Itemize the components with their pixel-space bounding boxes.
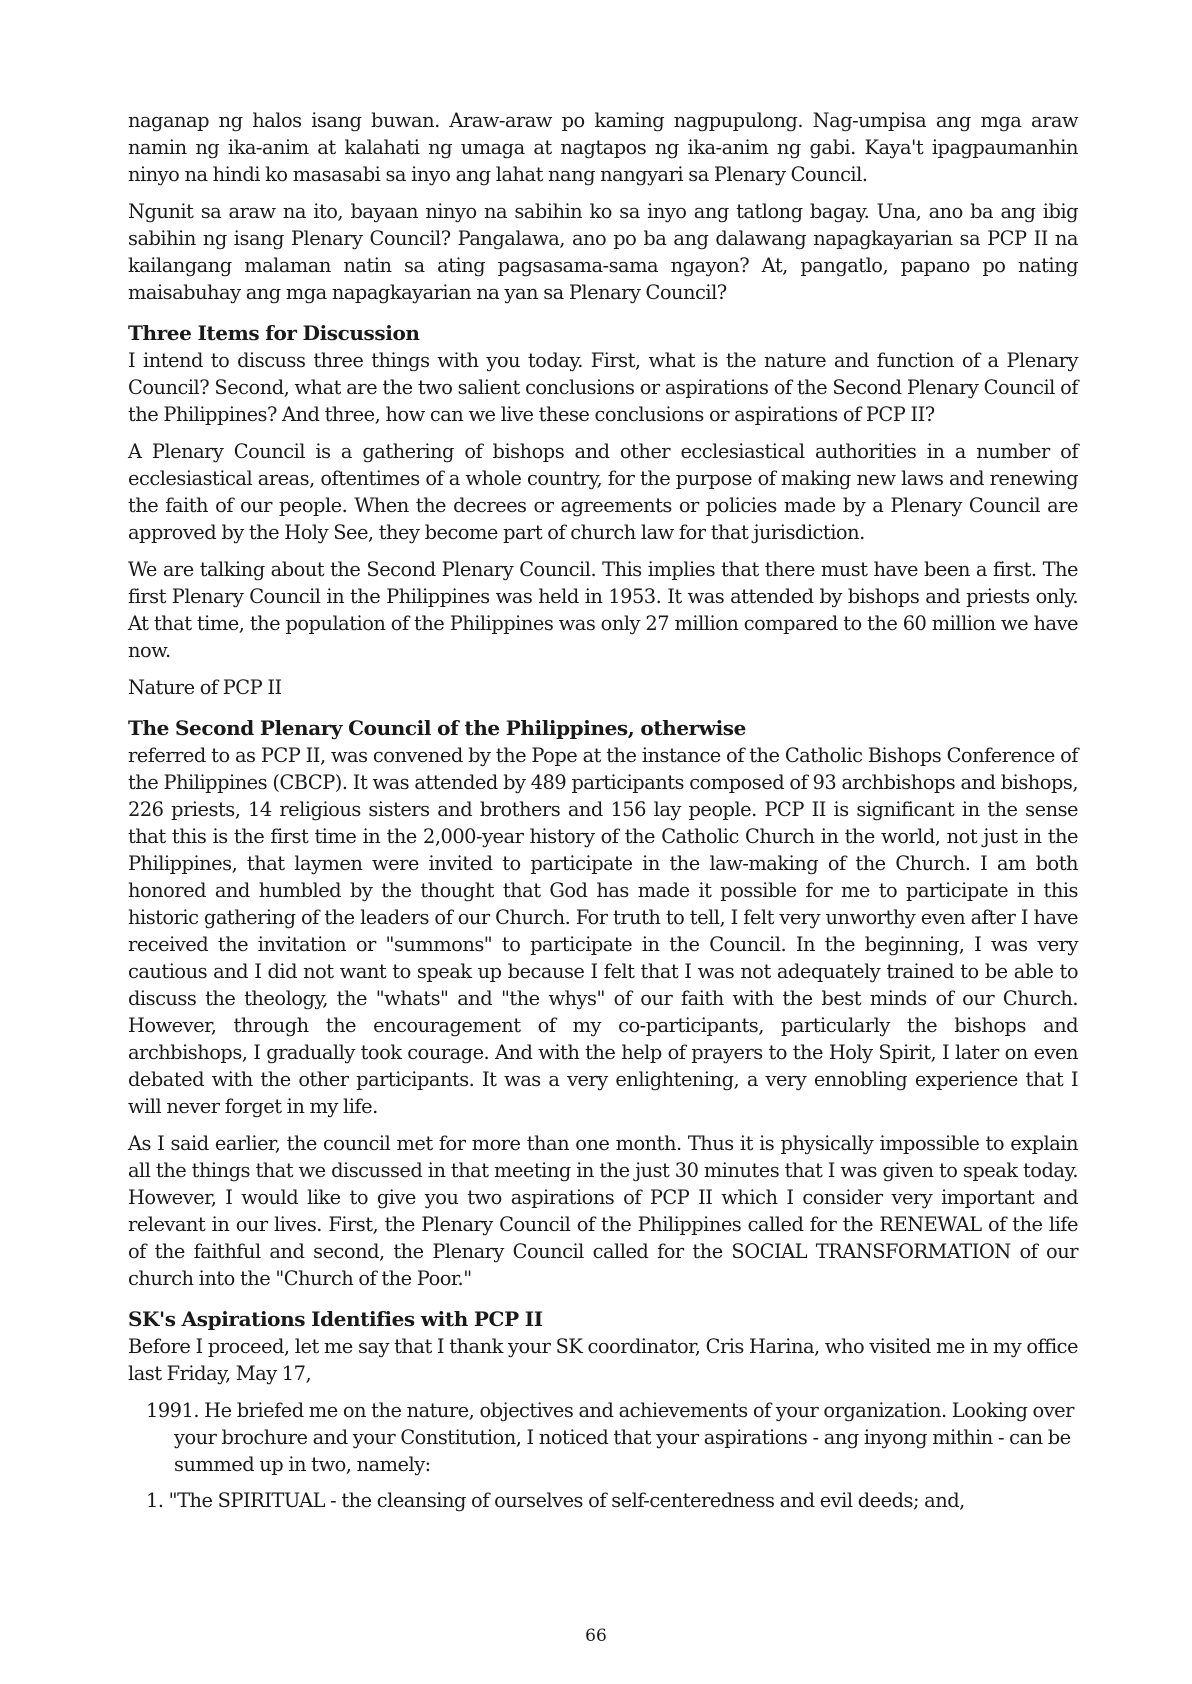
section-heading-second-plenary: The Second Plenary Council of the Philippines, otherwise — [128, 716, 746, 740]
section1-paragraph-3: We are talking about the Second Plenary Council. This implies that there must have been a first. The first Plenary Council in the Philippines was held in 1953. It was attended by bishops and priests only. At that time, the population of the Philippines was only 27 million compared to the 60 million we have now. — [128, 558, 1078, 662]
list-item: 1. "The SPIRITUAL - the cleansing of ourselves of self-centeredness and evil deeds; and, — [146, 1489, 965, 1512]
section1-paragraph-2: A Plenary Council is a gathering of bishops and other ecclesiastical authorities in a number of ecclesiastical areas, oftentimes of a whole country, for the purpose of making new laws and renewing the faith of our people. When the decrees or agreements or policies made by a Plenary Council are approved by the Holy See, they become part of church law for that jurisdiction. — [128, 440, 1078, 544]
section-heading-sk-aspirations: SK's Aspirations Identifies with PCP II — [128, 1307, 543, 1331]
aspirations-list — [146, 1397, 1078, 1514]
intro-paragraph-2: Ngunit sa araw na ito, bayaan ninyo na sabihin ko sa inyo ang tatlong bagay. Una, ano ba ang ibig sabihin ng isang Plenary Council? Pangalawa, ano po ba ang dalawang napagkayarian sa PCP II na kailangang malaman natin sa ating pagsasama-sama ngayon? At, pangatlo, papano po nating maisabuhay ang mga napagkayarian na yan sa Plenary Council? — [128, 200, 1078, 304]
section1-paragraph-1: I intend to discuss three things with you today. First, what is the nature and function of a Plenary Council? Second, what are the two salient conclusions or aspirations of the Second Plenary Council of the Philippines? And three, how can we live these conclusions or aspirations of PCP II? — [128, 349, 1078, 426]
document-page — [128, 107, 1078, 1523]
section3-paragraph: Before I proceed, let me say that I thank your SK coordinator, Cris Harina, who visited me in my office last Friday, May 17, — [128, 1335, 1078, 1385]
list-item: 1991. He briefed me on the nature, objectives and achievements of your organization. Looking over your brochure and your Constitution, I noticed that your aspirations - ang inyong mithin - can be summed up in two, namely: — [146, 1399, 1074, 1476]
section1-subtitle: Nature of PCP II — [128, 676, 282, 699]
section-heading-three-items: Three Items for Discussion — [128, 321, 420, 345]
page-number: 66 — [585, 1626, 607, 1646]
section2-paragraph-1: referred to as PCP II, was convened by the Pope at the instance of the Catholic Bishops Conference of the Philippines (CBCP). It was attended by 489 participants composed of 93 archbishops and bishops, 226 priests, 14 religious sisters and brothers and 156 lay people. PCP II is significant in the sense that this is the first time in the 2,000-year history of the Catholic Church in the world, not just in the Philippines, that laymen were invited to participate in the law-making of the Church. I am both honored and humbled by the thought that God has made it possible for me to participate in this historic gathering of the leaders of our Church. For truth to tell, I felt very unworthy even after I have received the invitation or "summons" to participate in the Council. In the beginning, I was very cautious and I did not want to speak up because I felt that I was not adequately trained to be able to discuss the theology, the "whats" and "the whys" of our faith with the best minds of our Church. However, through the encouragement of my co-participants, particularly the bishops and archbishops, I gradually took courage. And with the help of prayers to the Holy Spirit, I later on even debated with the other participants. It was a very enlightening, a very ennobling experience that I will never forget in my life. — [128, 744, 1078, 1118]
intro-paragraph-1: naganap ng halos isang buwan. Araw-araw po kaming nagpupulong. Nag-umpisa ang mga araw namin ng ika-anim at kalahati ng umaga at nagtapos ng ika-anim ng gabi. Kaya't ipagpaumanhin ninyo na hindi ko masasabi sa inyo ang lahat nang nangyari sa Plenary Council. — [128, 109, 1078, 186]
section2-paragraph-2: As I said earlier, the council met for more than one month. Thus it is physically impossible to explain all the things that we discussed in that meeting in the just 30 minutes that I was given to speak today. However, I would like to give you two aspirations of PCP II which I consider very important and relevant in our lives. First, the Plenary Council of the Philippines called for the RENEWAL of the life of the faithful and second, the Plenary Council called for the SOCIAL TRANSFORMATION of our church into the "Church of the Poor." — [128, 1132, 1078, 1290]
